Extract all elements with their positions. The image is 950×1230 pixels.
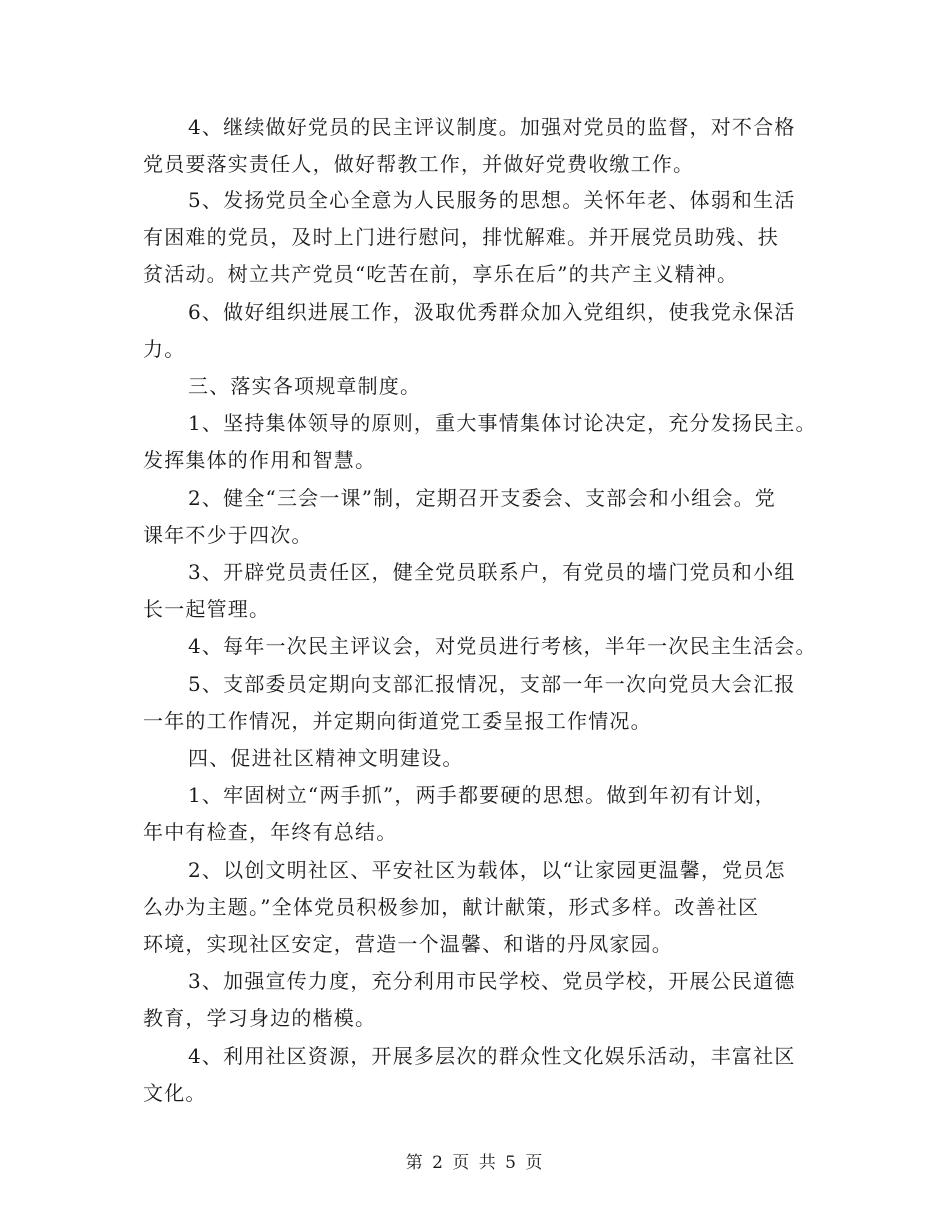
- text-line: 么办为主题。”全体党员积极参加，献计献策，形式多样。改善社区: [143, 895, 760, 919]
- text-line: 2、以创文明社区、平安社区为载体，以“让家园更温馨，党员怎: [188, 858, 786, 882]
- text-line: 环境，实现社区安定，营造一个温馨、和谐的丹凤家园。: [143, 932, 673, 956]
- text-line: 力。: [143, 337, 186, 361]
- text-line: 3、开辟党员责任区，健全党员联系户，有党员的墙门党员和小组: [188, 560, 796, 584]
- text-line: 3、加强宣传力度，充分利用市民学校、党员学校，开展公民道德: [188, 969, 796, 993]
- text-line: 4、继续做好党员的民主评议制度。加强对党员的监督，对不合格: [188, 115, 796, 139]
- text-line: 1、坚持集体领导的原则，重大事情集体讨论决定，充分发扬民主。: [188, 411, 817, 435]
- text-line: 1、牢固树立“两手抓”，两手都要硬的思想。做到年初有计划，: [188, 783, 776, 807]
- text-line: 发挥集体的作用和智慧。: [143, 448, 377, 472]
- text-line: 文化。: [143, 1081, 207, 1105]
- text-line: 年中有检查，年终有总结。: [143, 820, 398, 844]
- text-line: 4、利用社区资源，开展多层次的群众性文化娱乐活动，丰富社区: [188, 1044, 796, 1068]
- section-heading: 三、落实各项规章制度。: [188, 374, 422, 398]
- text-line: 4、每年一次民主评议会，对党员进行考核，半年一次民主生活会。: [188, 634, 817, 658]
- page-number-footer: 第 2 页 共 5 页: [405, 1153, 545, 1173]
- text-line: 长一起管理。: [143, 597, 271, 621]
- text-line: 6、做好组织进展工作，汲取优秀群众加入党组织，使我党永保活: [188, 300, 796, 324]
- text-line: 5、发扬党员全心全意为人民服务的思想。关怀年老、体弱和生活: [188, 188, 796, 212]
- text-line: 有困难的党员，及时上门进行慰问，排忧解难。并开展党员助残、扶: [143, 225, 779, 249]
- text-line: 2、健全“三会一课”制，定期召开支委会、支部会和小组会。党: [188, 486, 776, 510]
- text-line: 贫活动。树立共产党员“吃苦在前，享乐在后”的共产主义精神。: [143, 262, 739, 286]
- section-heading: 四、促进社区精神文明建设。: [188, 746, 464, 770]
- text-line: 一年的工作情况，并定期向街道党工委呈报工作情况。: [143, 709, 652, 733]
- text-line: 教育，学习身边的楷模。: [143, 1006, 377, 1030]
- text-line: 党员要落实责任人，做好帮教工作，并做好党费收缴工作。: [143, 152, 695, 176]
- text-line: 5、支部委员定期向支部汇报情况，支部一年一次向党员大会汇报: [188, 672, 796, 696]
- text-line: 课年不少于四次。: [143, 523, 313, 547]
